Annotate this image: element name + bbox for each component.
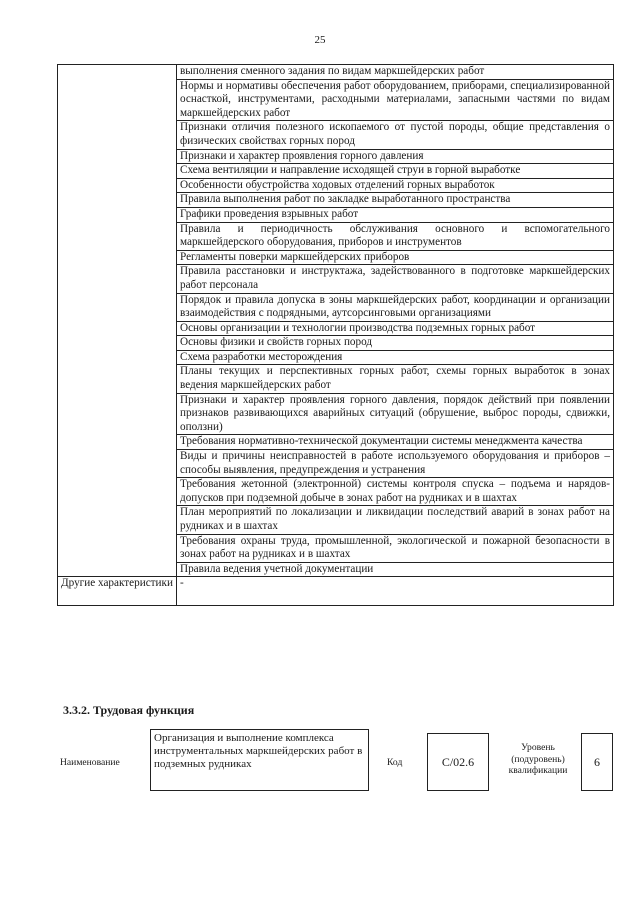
page-number: 25 [314,34,326,46]
function-name-box [150,729,369,791]
code-box [427,733,489,791]
requirement-text: Правила выполнения работ по закладке выработанного пространства [177,193,614,208]
requirement-text: Планы текущих и перспективных горных работ, схемы горных выработок в зонах ведения маркшейдерских работ [177,365,614,393]
requirement-text: выполнения сменного задания по видам маркшейдерских работ [177,65,614,80]
requirement-text: Признаки отличия полезного ископаемого от пустой породы, общие представления о физических свойствах горных пород [177,121,614,149]
code-value: C/02.6 [441,754,475,769]
requirement-text: Схема вентиляции и направление исходящей струи в горной выработке [177,164,614,179]
requirement-text: Регламенты поверки маркшейдерских приборов [177,250,614,265]
code-label: Код [387,757,403,768]
requirement-text: Основы физики и свойств горных пород [177,336,614,351]
requirement-text: Порядок и правила допуска в зоны маркшейдерских работ, координации и организации взаимодействия с подрядными, аутсорсинговыми организациями [177,293,614,321]
requirement-text: Схема разработки месторождения [177,350,614,365]
level-label: Уровень (подуровень) квалификации [508,742,568,776]
requirement-row [58,65,614,80]
section-title: 3.3.2. Трудовая функция [63,703,195,717]
requirement-text: Требования нормативно-технической документации системы менеджмента качества [177,435,614,450]
other-characteristics-value: - [177,577,614,606]
requirement-text: Виды и причины неисправностей в работе используемого оборудования и приборов – способы выявления, предупреждения и устранения [177,450,614,478]
requirement-text: Нормы и нормативы обеспечения работ оборудованием, приборами, специализированной оснасткой, инструментами, расходными материалами, запасными частями по видам маркшейдерских работ [177,79,614,121]
requirement-text: Правила ведения учетной документации [177,562,614,577]
requirement-text: Особенности обустройства ходовых отделений горных выработок [177,178,614,193]
level-box [581,733,613,791]
function-name: Организация и выполнение комплекса инструментальных маркшейдерских работ в подземных рудниках [154,732,363,771]
requirements-body [58,65,614,577]
requirement-text: Графики проведения взрывных работ [177,207,614,222]
requirement-text: Основы организации и технологии производства подземных горных работ [177,321,614,336]
label-cell [58,65,177,577]
other-characteristics-row [58,577,614,606]
requirement-text: Признаки и характер проявления горного давления, порядок действий при появлении признаков развивающихся аварийных ситуаций (обрушение, выброс породы, сдвижки, оползни) [177,393,614,435]
level-value: 6 [594,754,600,769]
requirement-text: Требования жетонной (электронной) системы контроля спуска – подъема и нарядов-допусков при подземной добыче в зонах работ на рудниках и в шахтах [177,478,614,506]
requirement-text: Признаки и характер проявления горного давления [177,149,614,164]
other-characteristics-label: Другие характеристики [58,577,177,606]
requirement-text: Правила и периодичность обслуживания основного и вспомогательного маркшейдерского оборудования, приборов и инструментов [177,222,614,250]
requirement-text: Требования охраны труда, промышленной, экологической и пожарной безопасности в зонах работ на рудниках и в шахтах [177,534,614,562]
requirement-text: План мероприятий по локализации и ликвидации последствий аварий в зонах работ на рудниках и в шахтах [177,506,614,534]
name-label: Наименование [60,757,120,768]
requirements-table [57,64,614,606]
requirement-text: Правила расстановки и инструктажа, задействованного в подготовке маркшейдерских работ персонала [177,265,614,293]
